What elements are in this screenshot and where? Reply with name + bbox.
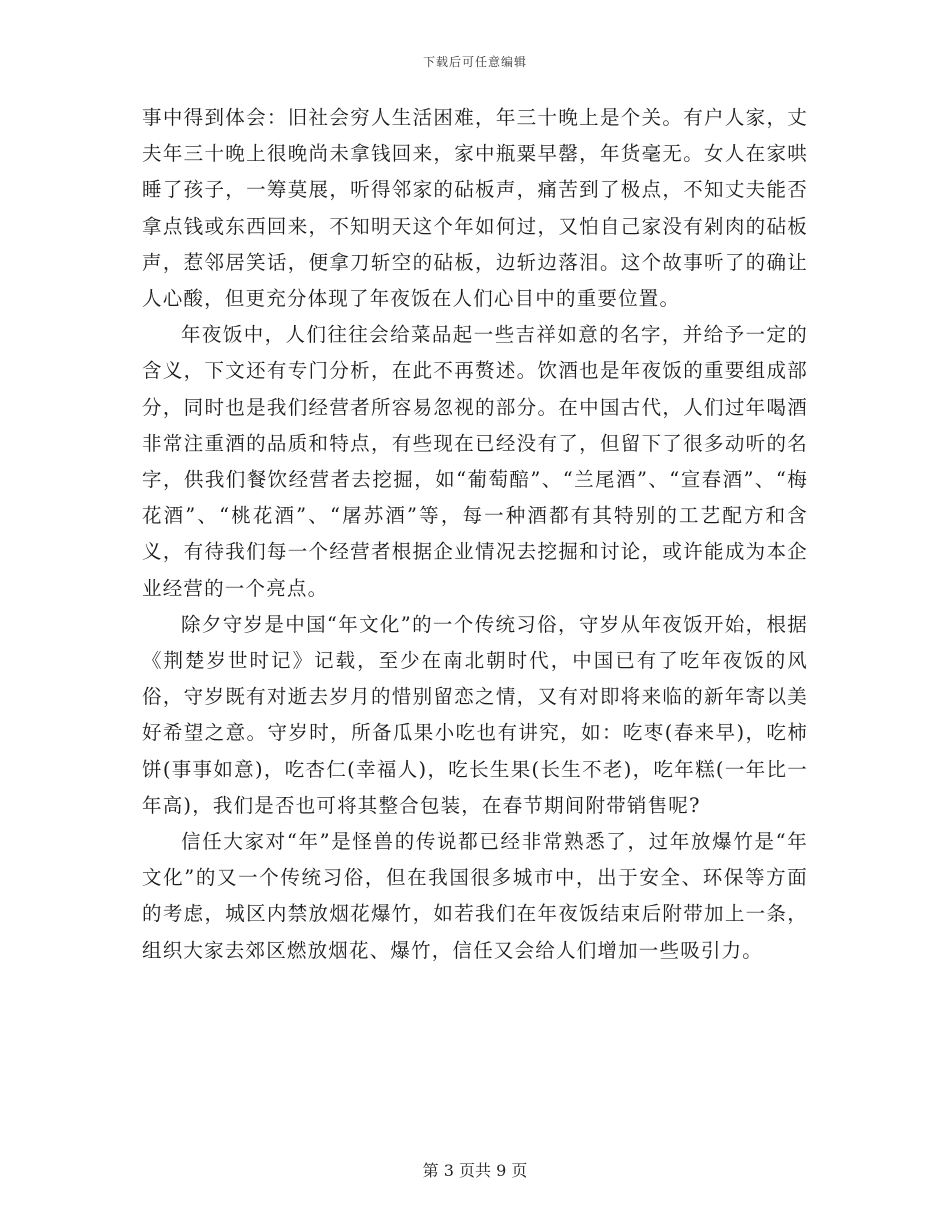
paragraph-2: 年夜饭中，人们往往会给菜品起一些吉祥如意的名字，并给予一定的含义，下文还有专门分析，在此不再赘述。饮酒也是年夜饭的重要组成部分，同时也是我们经营者所容易忽视的部分。在中国古代，人们过年喝酒非常注重酒的品质和特点，有些现在已经没有了，但留下了很多动听的名字，供我们餐饮经营者去挖掘，如“葡萄醅”、“兰尾酒”、“宣春酒”、“梅花酒”、“桃花酒”、“屠苏酒”等，每一种酒都有其特别的工艺配方和含义，有待我们每一个经营者根据企业情况去挖掘和讨论，或许能成为本企业经营的一个亮点。	[142, 323, 808, 600]
page-header: 下载后可任意编辑	[422, 55, 527, 69]
paragraph-4: 信任大家对“年”是怪兽的传说都已经非常熟悉了，过年放爆竹是“年文化”的又一个传统习俗，但在我国很多城市中，出于安全、环保等方面的考虑，城区内禁放烟花爆竹，如若我们在年夜饭结束后附带加上一条，组织大家去郊区燃放烟花、爆竹，信任又会给人们增加一些吸引力。	[142, 830, 808, 962]
document-body	[142, 100, 808, 969]
paragraph-3: 除夕守岁是中国“年文化”的一个传统习俗，守岁从年夜饭开始，根据《荆楚岁世时记》记载，至少在南北朝时代，中国已有了吃年夜饭的风俗，守岁既有对逝去岁月的惜别留恋之情，又有对即将来临的新年寄以美好希望之意。守岁时，所备瓜果小吃也有讲究，如：吃枣(春来早)，吃柿饼(事事如意)，吃杏仁(幸福人)，吃长生果(长生不老)，吃年糕(一年比一年高)，我们是否也可将其整合包装，在春节期间附带销售呢?	[142, 612, 808, 817]
page-footer: 第 3 页共 9 页	[422, 1161, 528, 1180]
paragraph-1: 事中得到体会：旧社会穷人生活困难，年三十晚上是个关。有户人家，丈夫年三十晚上很晚尚未拿钱回来，家中瓶粟早罄，年货毫无。女人在家哄睡了孩子，一筹莫展，听得邻家的砧板声，痛苦到了极点，不知丈夫能否拿点钱或东西回来，不知明天这个年如何过，又怕自己家没有剁肉的砧板声，惹邻居笑话，便拿刀斩空的砧板，边斩边落泪。这个故事听了的确让人心酸，但更充分体现了年夜饭在人们心目中的重要位置。	[142, 106, 808, 311]
